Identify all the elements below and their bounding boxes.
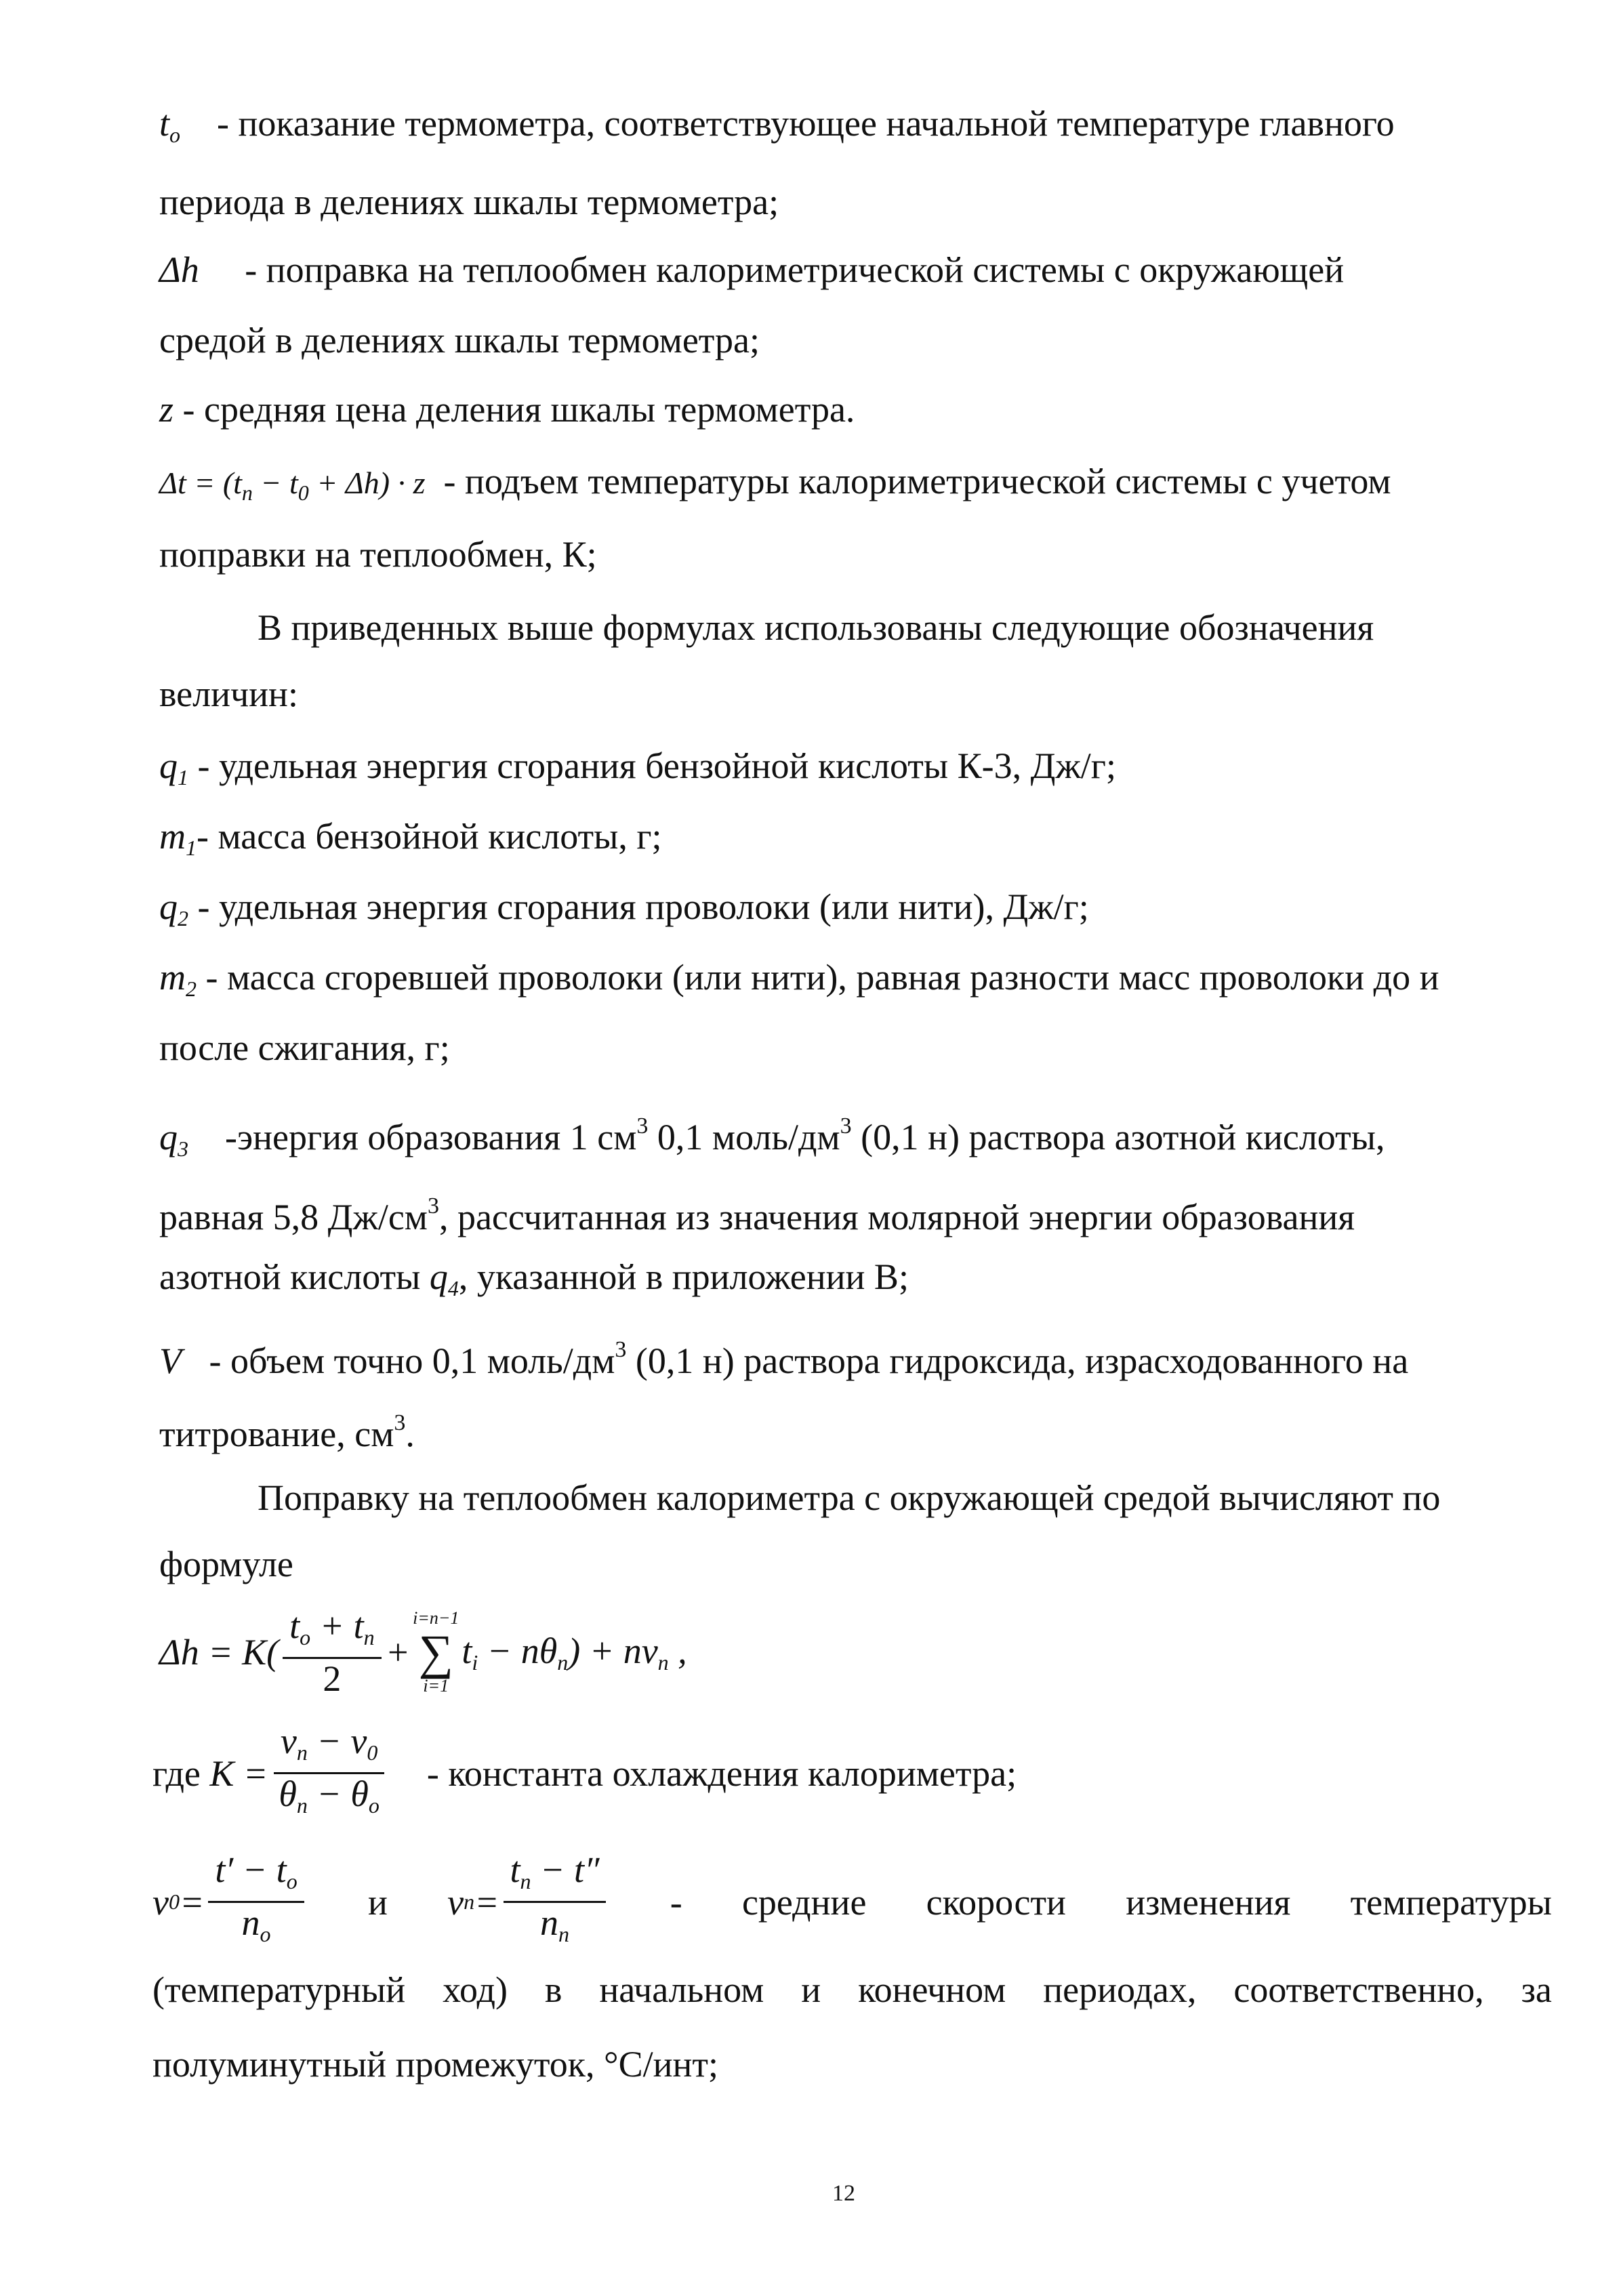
var-q3-line: [159, 1105, 1385, 1170]
var-V-b: (0,1 н) раствора гидроксида, израсходованного на: [626, 1340, 1409, 1381]
fraction-t0-tn: $\frac{t_o + t_n}{2}$: [283, 1606, 381, 1698]
var-m1-line: [159, 815, 662, 869]
formula-K-line: где K = $\frac{v_n - v_0}{\theta_n - \theta_o}$ - константа охлаждения калориметра;: [152, 1721, 1017, 1825]
def-dh-continuation: средой в делениях шкалы термометра;: [159, 320, 760, 361]
tail-line-1: [152, 1968, 1552, 2011]
var-V-line-2: [159, 1401, 415, 1456]
tail-word: в: [544, 1969, 562, 2010]
var-m2-text: - масса сгоревшей проволоки (или нити), равная разности масс проволоки до и: [205, 957, 1439, 998]
superscript-3: 3: [427, 1193, 439, 1218]
def-dt-text: - подъем температуры калориметрической системы с учетом: [443, 461, 1391, 501]
tail-word: и: [801, 1969, 821, 2010]
def-dh-text: - поправка на теплообмен калориметрической системы с окружающей: [245, 249, 1345, 290]
fraction-v0: $\frac{t' - t_o}{n_o}$: [208, 1850, 304, 1954]
def-dt-continuation: поправки на теплообмен, К;: [159, 534, 597, 575]
symbol-dh: Δh: [159, 249, 199, 290]
var-q1-text: - удельная энергия сгорания бензойной кислоты К-3, Дж/г;: [197, 745, 1116, 786]
symbol-V: V: [159, 1340, 182, 1381]
correction-line-1: Поправку на теплообмен калориметра с окружающей средой вычисляют по: [258, 1477, 1441, 1518]
tail-word: конечном: [858, 1969, 1006, 2010]
def-z-text: - средняя цена деления шкалы термометра.: [182, 389, 855, 430]
page-number: 12: [832, 2181, 855, 2206]
formula-dh: Δh = K( $\frac{t_o + t_n}{2}$ + i=n−1 ∑ i=1 $t_i - n\theta_n) + nv_n$ ,: [159, 1605, 687, 1699]
tail-line-2: полуминутный промежуток, °С/инт;: [152, 2044, 719, 2085]
var-m2-line: [159, 956, 1439, 1010]
symbol-t0: $t_o$: [159, 103, 181, 147]
fraction-K: $\frac{v_n - v_0}{\theta_n - \theta_o}$: [272, 1721, 386, 1825]
symbol-q2: $q_2$: [159, 886, 188, 930]
word-1: средние: [741, 1881, 867, 1923]
var-q3-b: 0,1 моль/дм: [648, 1117, 840, 1157]
K-description: - константа охлаждения калориметра;: [426, 1752, 1017, 1794]
superscript-3: 3: [636, 1113, 649, 1139]
symbol-z: z: [159, 389, 174, 430]
var-m1-text: - масса бензойной кислоты, г;: [197, 816, 662, 857]
tail-word: периодах,: [1043, 1969, 1197, 2010]
var-q3-c: (0,1 н) раствора азотной кислоты,: [851, 1117, 1385, 1157]
var-q3-l2a: равная 5,8 Дж/см: [159, 1197, 428, 1237]
def-t0-line: [159, 102, 1395, 157]
var-V-line: [159, 1328, 1408, 1382]
def-t0-continuation: периода в делениях шкалы термометра;: [159, 182, 779, 222]
intro-line-1: В приведенных выше формулах использованы следующие обозначения: [258, 607, 1374, 648]
sum-operator: i=n−1 ∑ i=1: [413, 1608, 459, 1696]
var-V-a: - объем точно 0,1 моль/дм: [209, 1340, 615, 1381]
formula-dt: $\Delta t = (t_n - t_0 + \Delta h) \cdot z$: [159, 466, 426, 505]
symbol-m1: $m_1$: [159, 816, 197, 860]
correction-line-2: формуле: [159, 1544, 293, 1584]
tail-word: соответственно,: [1233, 1969, 1484, 2010]
superscript-3: 3: [840, 1113, 852, 1139]
var-q3-line-2: [159, 1185, 1355, 1239]
def-dh-line: [159, 248, 1344, 291]
word-2: скорости: [926, 1881, 1066, 1923]
tail-word: начальном: [599, 1969, 764, 2010]
var-q2-line: [159, 885, 1089, 940]
intro-line-2: величин:: [159, 674, 298, 714]
superscript-3: 3: [394, 1410, 406, 1435]
def-z-line: [159, 388, 855, 431]
tail-word: за: [1521, 1969, 1552, 2010]
var-q3-l2b: , рассчитанная из значения молярной энергии образования: [438, 1197, 1355, 1237]
superscript-3: 3: [615, 1337, 627, 1362]
symbol-q4: $q_4$: [429, 1256, 459, 1300]
dash: -: [670, 1881, 682, 1923]
var-q1-line: [159, 744, 1116, 799]
fraction-vn: $\frac{t_n - t''}{n_n}$: [504, 1850, 607, 1954]
var-q3-l3a: азотной кислоты: [159, 1256, 421, 1297]
formula-v-line: v 0 = $\frac{t' - t_o}{n_o}$ и v n = $\frac{t_n - t''}{n_n}$ - средние скорости изменения температуры: [152, 1850, 1552, 1954]
word-3: изменения: [1126, 1881, 1291, 1923]
tail-word: ход): [443, 1969, 508, 2010]
def-t0-text: - показание термометра, соответствующее начальной температуре главного: [217, 103, 1395, 144]
var-V-l2b: .: [405, 1414, 415, 1454]
symbol-q1: $q_1$: [159, 745, 188, 790]
tail-word: (температурный: [152, 1969, 406, 2010]
var-q2-text: - удельная энергия сгорания проволоки (или нити), Дж/г;: [197, 886, 1089, 927]
symbol-m2: $m_2$: [159, 957, 197, 1001]
var-m2-continuation: после сжигания, г;: [159, 1027, 450, 1068]
var-V-l2a: титрование, см: [159, 1414, 394, 1454]
word-where: где: [152, 1752, 201, 1794]
def-dt-line: [159, 459, 1391, 514]
var-q3-line-3: [159, 1255, 909, 1310]
var-q3-a: -энергия образования 1 см: [225, 1117, 637, 1157]
symbol-q3: $q_3$: [159, 1117, 188, 1161]
word-4: температуры: [1350, 1881, 1552, 1923]
word-and: и: [367, 1881, 388, 1923]
var-q3-l3b: , указанной в приложении В;: [458, 1256, 909, 1297]
